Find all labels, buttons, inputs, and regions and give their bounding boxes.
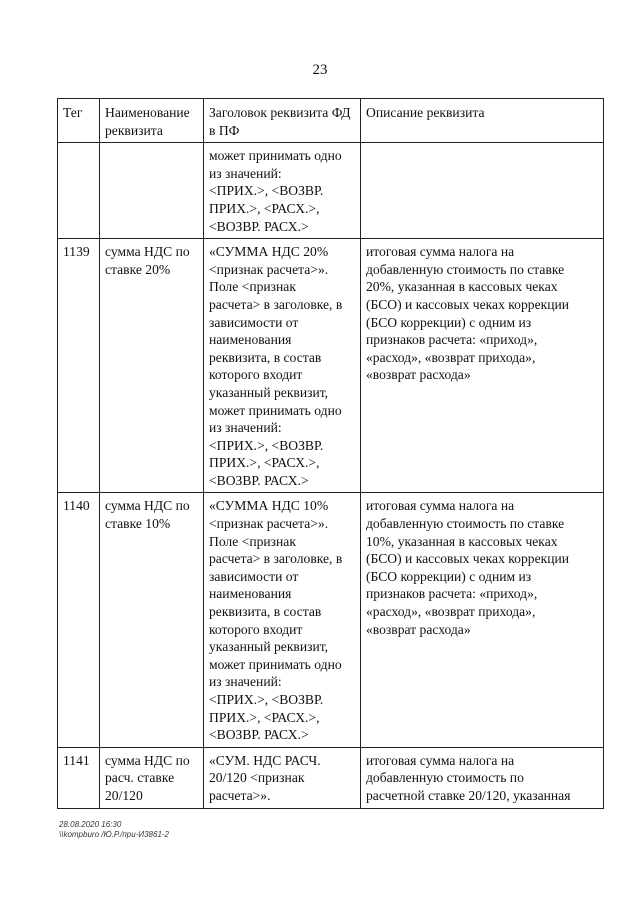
cell-tag: 1141 <box>58 747 100 808</box>
table-row <box>58 493 604 747</box>
requisites-table <box>57 98 604 809</box>
footer-document-id: \\kompburo /Ю.Р./при-И3861-2 <box>59 830 169 839</box>
header-name: Наименование реквизита <box>100 99 204 143</box>
cell-title: «СУММА НДС 10% <признак расчета>». Поле <признак расчета> в заголовке, в зависимости от наименования реквизита, в состав которого входит указанный реквизит, может принимать одно из значений: <ПРИХ.>, <ВОЗВР. ПРИХ.>, <РАСХ.>, <ВОЗВР. РАСХ.> <box>204 493 361 747</box>
header-tag: Тег <box>58 99 100 143</box>
cell-name: сумма НДС по ставке 20% <box>100 239 204 493</box>
cell-name <box>100 143 204 239</box>
header-title: Заголовок реквизита ФД в ПФ <box>204 99 361 143</box>
cell-title: может принимать одно из значений: <ПРИХ.>, <ВОЗВР. ПРИХ.>, <РАСХ.>, <ВОЗВР. РАСХ.> <box>204 143 361 239</box>
cell-name: сумма НДС по ставке 10% <box>100 493 204 747</box>
cell-description <box>361 143 604 239</box>
cell-title: «СУМ. НДС РАСЧ. 20/120 <признак расчета>». <box>204 747 361 808</box>
footer-stamp <box>59 820 169 840</box>
cell-tag: 1140 <box>58 493 100 747</box>
cell-description: итоговая сумма налога на добавленную стоимость по ставке 10%, указанная в кассовых чеках (БСО) и кассовых чеках коррекции (БСО коррекции) с одним из признаков расчета: «приход», «расход», «возврат прихода», «возврат расхода» <box>361 493 604 747</box>
cell-description: итоговая сумма налога на добавленную стоимость по ставке 20%, указанная в кассовых чеках (БСО) и кассовых чеках коррекции (БСО коррекции) с одним из признаков расчета: «приход», «расход», «возврат прихода», «возврат расхода» <box>361 239 604 493</box>
table-row <box>58 239 604 493</box>
table-row <box>58 143 604 239</box>
page-number: 23 <box>312 62 328 78</box>
cell-tag: 1139 <box>58 239 100 493</box>
cell-description: итоговая сумма налога на добавленную стоимость по расчетной ставке 20/120, указанная <box>361 747 604 808</box>
table-header-row <box>58 99 604 143</box>
cell-tag <box>58 143 100 239</box>
header-description: Описание реквизита <box>361 99 604 143</box>
cell-name: сумма НДС по расч. ставке 20/120 <box>100 747 204 808</box>
cell-title: «СУММА НДС 20% <признак расчета>». Поле <признак расчета> в заголовке, в зависимости от наименования реквизита, в состав которого входит указанный реквизит, может принимать одно из значений: <ПРИХ.>, <ВОЗВР. ПРИХ.>, <РАСХ.>, <ВОЗВР. РАСХ.> <box>204 239 361 493</box>
footer-timestamp: 28.08.2020 16:30 <box>59 820 122 829</box>
table-row <box>58 747 604 808</box>
